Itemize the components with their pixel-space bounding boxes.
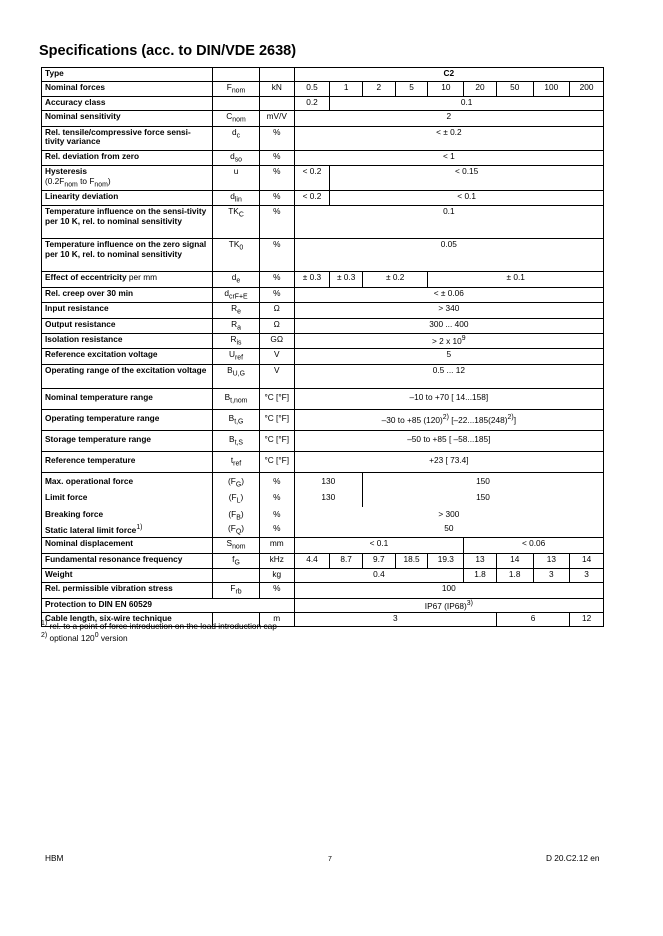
- symbol-cell: $TK_C$: [213, 206, 260, 239]
- table-row: [42, 333, 604, 348]
- row-label: Rel. permissible vibration stress: [42, 583, 213, 598]
- value-cell: 0.1: [294, 206, 603, 239]
- row-label: Operating temperature range: [42, 409, 213, 430]
- table-row: [42, 523, 604, 538]
- value-cell: 6: [496, 612, 569, 626]
- unit-cell: °C [°F]: [259, 430, 294, 451]
- table-row: [42, 97, 604, 111]
- row-label: Nominal temperature range: [42, 388, 213, 409]
- symbol-cell: $f_G$: [213, 553, 260, 568]
- unit-cell: °C [°F]: [259, 409, 294, 430]
- row-label: Reference temperature: [42, 451, 213, 472]
- symbol-cell: $R_{is}$: [213, 333, 260, 348]
- unit-cell: %: [259, 583, 294, 598]
- table-row: [42, 507, 604, 523]
- symbol-cell: $R_a$: [213, 318, 260, 333]
- table-row: [42, 451, 604, 472]
- table-row: [42, 598, 604, 612]
- symbol-cell: $d_c$: [213, 126, 260, 150]
- unit-cell: %: [259, 150, 294, 165]
- table-row: [42, 82, 604, 97]
- value-cell: < ± 0.2: [294, 126, 603, 150]
- unit-cell: %: [259, 272, 294, 287]
- symbol-cell: $t_{ref}$: [213, 451, 260, 472]
- unit-cell: %: [259, 523, 294, 538]
- row-label: Type: [42, 68, 213, 82]
- symbol-cell: $d_{lin}$: [213, 190, 260, 205]
- value-cell: < 0.06: [464, 538, 604, 553]
- value-cell: IP67 $(IP68)^{3)}$: [294, 598, 603, 612]
- value-cell: < ± 0.06: [294, 287, 603, 302]
- symbol-cell: $TK_0$: [213, 239, 260, 272]
- value-cell: < 0.1: [294, 538, 464, 553]
- unit-cell: V: [259, 349, 294, 364]
- value-cell: 2: [362, 82, 395, 97]
- table-row: [42, 303, 604, 318]
- symbol-cell: $S_{nom}$: [213, 538, 260, 553]
- table-row: [42, 538, 604, 553]
- symbol-cell: $(F_Q)$: [213, 523, 260, 538]
- symbol-cell: [213, 569, 260, 583]
- row-label: Isolation resistance: [42, 333, 213, 348]
- symbol-cell: $d_{so}$: [213, 150, 260, 165]
- unit-cell: GΩ: [259, 333, 294, 348]
- value-cell: 50: [294, 523, 603, 538]
- row-label: Cable length, six-wire technique: [42, 612, 213, 626]
- symbol-cell: $B_{U,G}$: [213, 364, 260, 388]
- value-cell: 50: [496, 82, 533, 97]
- unit-cell: %: [259, 507, 294, 523]
- value-cell: 14: [496, 553, 533, 568]
- symbol-cell: u: [213, 166, 260, 191]
- value-cell: 1.8: [496, 569, 533, 583]
- row-label: Max. operational force: [42, 472, 213, 490]
- table-row: [42, 126, 604, 150]
- value-cell: < 0.1: [330, 190, 604, 205]
- value-cell: < 0.2: [294, 190, 330, 205]
- row-label: Limit force: [42, 490, 213, 506]
- table-row: [42, 430, 604, 451]
- row-label: Temperature influence on the sensi-tivity per 10 K, rel. to nominal sensitivity: [42, 206, 213, 239]
- value-cell: –10 to +70 [ 14...158]: [294, 388, 603, 409]
- unit-cell: %: [259, 126, 294, 150]
- symbol-cell: [213, 68, 260, 82]
- unit-cell: m: [259, 612, 294, 626]
- row-label: Rel. tensile/compressive force sensi-tivity variance: [42, 126, 213, 150]
- value-cell: ± 0.2: [362, 272, 427, 287]
- unit-cell: V: [259, 364, 294, 388]
- value-cell: 1.8: [464, 569, 497, 583]
- symbol-cell: $(F_L)$: [213, 490, 260, 506]
- value-cell: 1: [330, 82, 363, 97]
- page-title: Specifications (acc. to DIN/VDE 2638): [39, 43, 297, 59]
- value-cell: –30 to +85 $(120)^{2)}$ $[-22...185(248)^{2)}]$: [294, 409, 603, 430]
- row-label: Temperature influence on the zero signal per 10 K, rel. to nominal sensitivity: [42, 239, 213, 272]
- table-row: [42, 409, 604, 430]
- row-label: Rel. deviation from zero: [42, 150, 213, 165]
- unit-cell: kg: [259, 569, 294, 583]
- row-label: Breaking force: [42, 507, 213, 523]
- symbol-cell: $F_{rb}$: [213, 583, 260, 598]
- table-row: [42, 166, 604, 191]
- row-label: Static lateral limit force$^{1)}$: [42, 523, 213, 538]
- value-cell: < 1: [294, 150, 603, 165]
- table-row: [42, 490, 604, 506]
- document-id: D 20.C2.12 en: [546, 853, 600, 863]
- unit-cell: °C [°F]: [259, 388, 294, 409]
- row-label: Fundamental resonance frequency: [42, 553, 213, 568]
- unit-cell: [259, 68, 294, 82]
- value-cell: < 0.15: [330, 166, 604, 191]
- table-row: [42, 287, 604, 302]
- value-cell: –50 to +85 [ –58...185]: [294, 430, 603, 451]
- unit-cell: %: [259, 472, 294, 490]
- symbol-cell: $d_e$: [213, 272, 260, 287]
- symbol-cell: $B_{t,nom}$: [213, 388, 260, 409]
- symbol-cell: $U_{ref}$: [213, 349, 260, 364]
- row-label: Protection to DIN EN 60529: [42, 598, 295, 612]
- value-cell: 3: [570, 569, 604, 583]
- value-cell: 100: [533, 82, 570, 97]
- value-cell: 12: [570, 612, 604, 626]
- value-cell: 10: [428, 82, 464, 97]
- unit-cell: mm: [259, 538, 294, 553]
- symbol-cell: $C_{nom}$: [213, 111, 260, 126]
- value-cell: 130: [294, 490, 362, 506]
- value-cell: 150: [362, 472, 603, 490]
- table-row: [42, 553, 604, 568]
- unit-cell: %: [259, 166, 294, 191]
- table-row: [42, 68, 604, 82]
- value-cell: 9.7: [362, 553, 395, 568]
- row-label: Nominal forces: [42, 82, 213, 97]
- row-label: Accuracy class: [42, 97, 213, 111]
- row-label: Nominal displacement: [42, 538, 213, 553]
- footnote-1: $^{1)}$ rel. to a point of force introduction on the load introduction cap: [41, 620, 277, 631]
- row-label: Reference excitation voltage: [42, 349, 213, 364]
- table-row: [42, 364, 604, 388]
- value-cell: 0.5: [294, 82, 330, 97]
- table-row: [42, 569, 604, 583]
- row-label: Operating range of the excitation voltage: [42, 364, 213, 388]
- symbol-cell: $d_{crF+E}$: [213, 287, 260, 302]
- row-label: Input resistance: [42, 303, 213, 318]
- value-cell: 0.1: [330, 97, 604, 111]
- unit-cell: kHz: [259, 553, 294, 568]
- symbol-cell: $B_{t,S}$: [213, 430, 260, 451]
- footnote-2: $^{2)}$ optional $120^0$ version: [41, 632, 128, 643]
- unit-cell: mV/V: [259, 111, 294, 126]
- value-cell: ± 0.1: [428, 272, 604, 287]
- table-row: [42, 190, 604, 205]
- unit-cell: Ω: [259, 303, 294, 318]
- value-cell: 0.5 ... 12: [294, 364, 603, 388]
- value-cell: 130: [294, 472, 362, 490]
- value-cell: > 340: [294, 303, 603, 318]
- value-cell: 3: [294, 612, 496, 626]
- value-cell: 3: [533, 569, 570, 583]
- value-cell: 20: [464, 82, 497, 97]
- table-row: [42, 349, 604, 364]
- row-label: Weight: [42, 569, 213, 583]
- value-cell: 0.2: [294, 97, 330, 111]
- row-label: Linearity deviation: [42, 190, 213, 205]
- unit-cell: kN: [259, 82, 294, 97]
- unit-cell: %: [259, 239, 294, 272]
- unit-cell: Ω: [259, 318, 294, 333]
- value-cell: 2: [294, 111, 603, 126]
- table-row: [42, 150, 604, 165]
- table-row: [42, 206, 604, 239]
- value-cell: 8.7: [330, 553, 363, 568]
- row-label: Effect of eccentricity per mm: [42, 272, 213, 287]
- value-cell: 13: [464, 553, 497, 568]
- value-cell: 5: [294, 349, 603, 364]
- value-cell: C2: [294, 68, 603, 82]
- value-cell: 300 ... 400: [294, 318, 603, 333]
- value-cell: 4.4: [294, 553, 330, 568]
- row-label: Storage temperature range: [42, 430, 213, 451]
- unit-cell: °C [°F]: [259, 451, 294, 472]
- specifications-table: [41, 67, 604, 627]
- value-cell: 100: [294, 583, 603, 598]
- value-cell: 13: [533, 553, 570, 568]
- value-cell: +23 [ 73.4]: [294, 451, 603, 472]
- value-cell: 5: [395, 82, 428, 97]
- row-label: Output resistance: [42, 318, 213, 333]
- table-row: [42, 388, 604, 409]
- value-cell: 200: [570, 82, 604, 97]
- table-row: [42, 111, 604, 126]
- symbol-cell: $R_e$: [213, 303, 260, 318]
- table-row: [42, 318, 604, 333]
- value-cell: 18.5: [395, 553, 428, 568]
- table-row: [42, 472, 604, 490]
- table-row: [42, 272, 604, 287]
- table-row: [42, 583, 604, 598]
- value-cell: 14: [570, 553, 604, 568]
- row-label: Rel. creep over 30 min: [42, 287, 213, 302]
- value-cell: 0.05: [294, 239, 603, 272]
- value-cell: > 2 x $10^9$: [294, 333, 603, 348]
- footer-brand: HBM: [45, 853, 64, 863]
- symbol-cell: [213, 97, 260, 111]
- symbol-cell: $(F_B)$: [213, 507, 260, 523]
- unit-cell: %: [259, 206, 294, 239]
- value-cell: > 300: [294, 507, 603, 523]
- value-cell: ± 0.3: [330, 272, 363, 287]
- symbol-cell: $B_{t,G}$: [213, 409, 260, 430]
- row-label: Hysteresis ($0.2F_{nom}$ to $F_{nom}$): [42, 166, 213, 191]
- symbol-cell: $F_{nom}$: [213, 82, 260, 97]
- page-number: 7: [328, 856, 332, 863]
- unit-cell: %: [259, 490, 294, 506]
- unit-cell: %: [259, 287, 294, 302]
- value-cell: 0.4: [294, 569, 464, 583]
- value-cell: 19.3: [428, 553, 464, 568]
- row-label: Nominal sensitivity: [42, 111, 213, 126]
- table-row: [42, 239, 604, 272]
- unit-cell: [259, 97, 294, 111]
- value-cell: ± 0.3: [294, 272, 330, 287]
- value-cell: < 0.2: [294, 166, 330, 191]
- unit-cell: %: [259, 190, 294, 205]
- value-cell: 150: [362, 490, 603, 506]
- symbol-cell: $(F_G)$: [213, 472, 260, 490]
